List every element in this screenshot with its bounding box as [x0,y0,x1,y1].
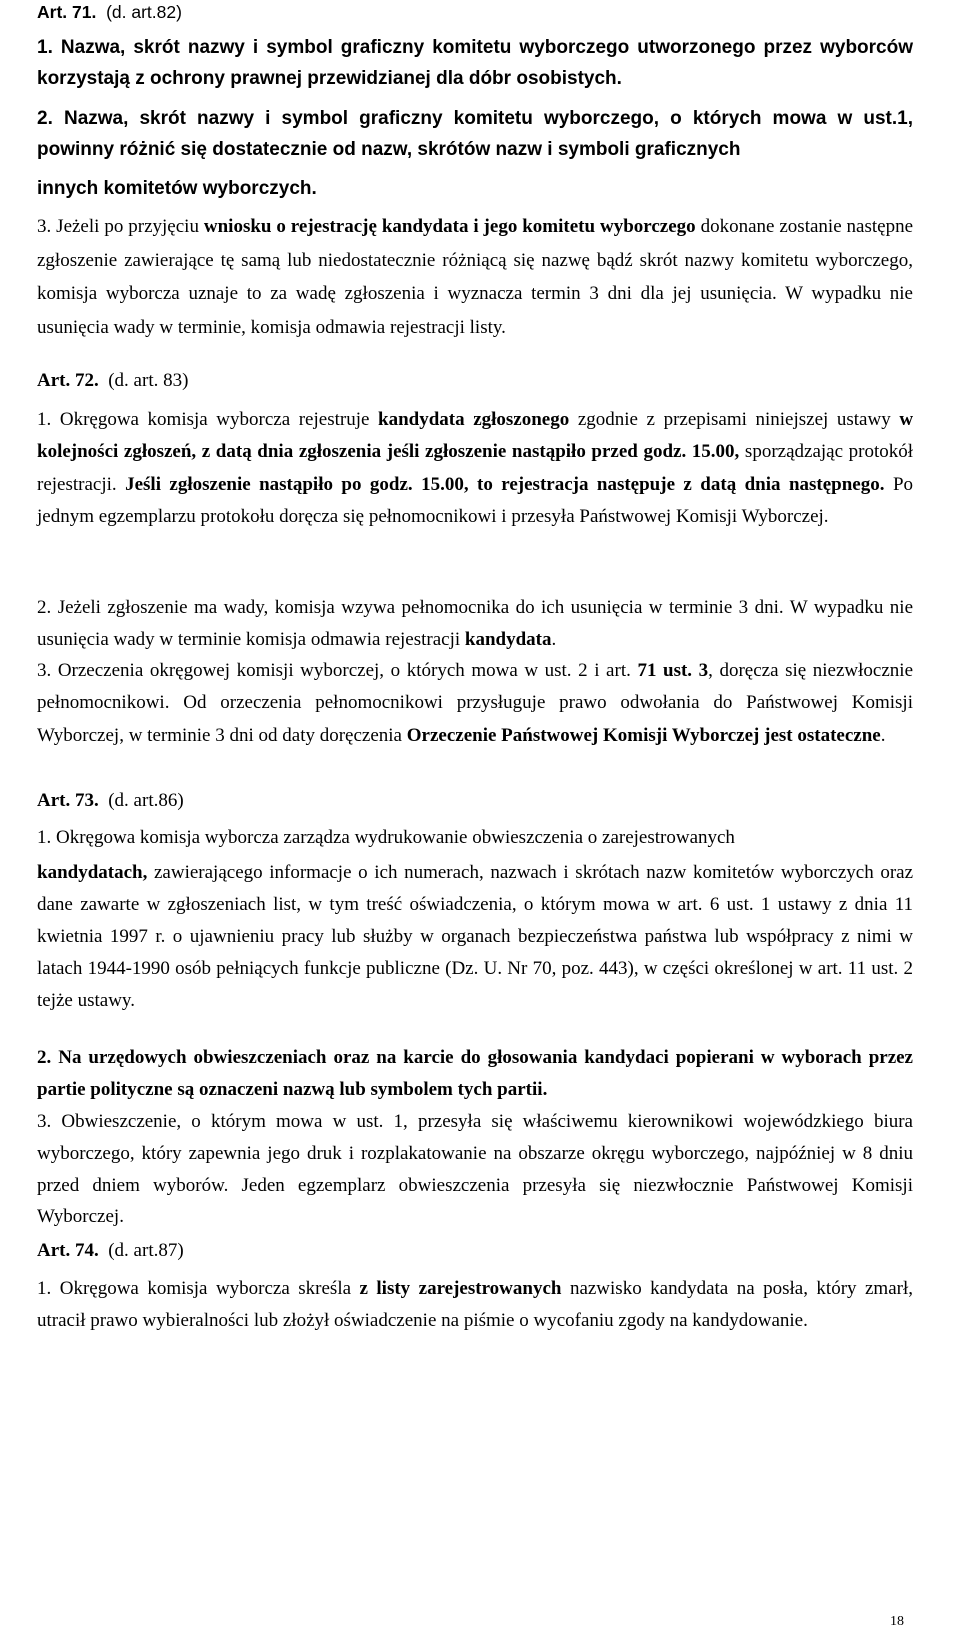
paragraph-text: Obwieszczenie, o którym mowa w ust. 1, przesyła się właściwemu kierownikowi wojewódzkiego biura wyborczego, który zapewnia jego druk i rozplakatowanie na obszarze okręgu wyborczego, najpóźniej w 8 dniu przed dniem wyborów. Jeden egzemplarz obwieszczenia przesyła się niezwłocznie Państwowej Komisji Wyborczej. [37,1111,913,1228]
paragraph-text: Okręgowa komisja wyborcza rejestruje [59,409,370,430]
art-74-ref: (d. art.87) [108,1240,184,1261]
paragraph-text: , doręcza się niezwłocznie pełnomocnikowi. Od orzeczenia pełnomocnikowi przysługuje prawo odwołania do Państwowej Komisji Wyborczej, w terminie 3 dni od daty doręczenia [37,660,914,746]
art-74-label: Art. 74. [37,1240,99,1261]
paragraph-text: innych komitetów wyborczych. [37,178,317,199]
art-72-paragraph-3: 3. Orzeczenia okręgowej komisji wyborczej, o których mowa w ust. 2 i art. 71 ust. 3, doręcza się niezwłocznie pełnomocnikowi. Od orzeczenia pełnomocnikowi przysługuje prawo odwołania do Państwowej Komisji Wyborczej, w terminie 3 dni od daty doręczenia Orzeczenie Państwowej Komisji Wyborczej jest ostateczne. [37,660,914,746]
paragraph-bold-text: z listy zarejestrowanych [359,1278,562,1299]
art-73-paragraph-3 [37,1106,913,1233]
paragraph-text: dokonane zostanie następne zgłoszenie zawierające tę samą lub niedostatecznie różniącą się nazwę bądź skrót nazwy komitetu wyborczego, komisja wyborcza uznaje to za wadę zgłoszenia i wyznacza termin 3 dni dla jej usunięcia. W wypadku nie usunięcia wady w terminie, komisja odmawia rejestracji listy. [37,216,914,338]
paragraph-number: 1. [37,37,53,58]
art-73-paragraph-2 [37,1042,913,1106]
paragraph-text: Nazwa, skrót nazwy i symbol graficzny komitetu wyborczego utworzonego przez wyborców korzystają z ochrony prawnej przewidzianej dla dóbr osobistych. [37,37,913,89]
art-71-paragraph-3 [37,210,913,344]
paragraph-bold-text: 71 ust. 3 [637,660,709,681]
paragraph-number: 3. [37,1111,52,1132]
paragraph-bold-text: kandydata zgłoszonego [378,409,570,430]
paragraph-text: Jeżeli po przyjęciu [56,216,199,237]
paragraph-text: sporządzając protokół rejestracji. [37,441,914,495]
paragraph-bold-text: Orzeczenie Państwowej Komisji Wyborczej jest ostateczne [406,724,881,746]
art-71-paragraph-2 [37,103,913,165]
paragraph-number: 1. [37,409,52,430]
art-73-paragraph-1-continuation [37,857,913,1017]
paragraph-number: 1. [37,1278,52,1299]
art-72-heading [37,370,188,392]
paragraph-number: 2. [37,597,52,618]
paragraph-text: Okręgowa komisja wyborcza skreśla [59,1278,352,1299]
art-73-paragraph-1 [37,822,913,853]
paragraph-number: 3. [37,216,52,237]
paragraph-number: 2. [37,108,53,129]
art-74-heading [37,1240,184,1262]
art-72-paragraph-1 [37,404,913,533]
paragraph-text: zgodnie z przepisami niniejszej ustawy [577,409,891,430]
paragraph-number: 2. [37,1047,52,1068]
art-72-label: Art. 72. [37,370,99,391]
art-71-paragraph-1 [37,32,913,94]
paragraph-bold-text: w kolejności zgłoszeń, z datą dnia zgłoszenia jeśli zgłoszenie nastąpiło przed godz. 15.00, [37,409,914,463]
paragraph-text: Na urzędowych obwieszczeniach oraz na karcie do głosowania kandydaci popierani w wyborach przez partie polityczne są oznaczeni nazwą lub symbolem tych partii. [37,1047,913,1100]
art-73-label: Art. 73. [37,790,99,811]
art-72-ref: (d. art. 83) [108,370,189,391]
paragraph-bold-text: Jeśli zgłoszenie nastąpiło po godz. 15.00, to rejestracja następuje z datą dnia następnego. [125,473,885,495]
paragraph-text: Okręgowa komisja wyborcza zarządza wydrukowanie obwieszczenia o zarejestrowanych [56,827,735,848]
paragraph-text: Po jednym egzemplarzu protokołu doręcza się pełnomocnikowi i przesyła Państwowej Komisji Wyborczej. [37,473,914,527]
paragraph-bold-text: kandydatach, [37,862,148,883]
art-73-heading [37,790,184,812]
art-74-paragraph-1 [37,1273,913,1337]
art-72-paragraph-2: 2. Jeżeli zgłoszenie ma wady, komisja wzywa pełnomocnika do ich usunięcia w terminie 3 dni. W wypadku nie usunięcia wady w terminie komisja odmawia rejestracji kandydata. [37,597,914,650]
paragraph-bold-text: kandydata [464,629,552,650]
page-number: 18 [890,1614,904,1629]
art-71-paragraph-2-continuation [37,173,913,204]
paragraph-number: 1. [37,827,52,848]
paragraph-text: Jeżeli zgłoszenie ma wady, komisja wzywa pełnomocnika do ich usunięcia w terminie 3 dni. W wypadku nie usunięcia wady w terminie komisja odmawia rejestracji [37,597,914,650]
art-71-ref: (d. art.82) [106,2,182,22]
art-71-heading [37,2,182,23]
paragraph-bold-text: wniosku o rejestrację kandydata i jego komitetu wyborczego [203,216,696,237]
paragraph-text: Nazwa, skrót nazwy i symbol graficzny komitetu wyborczego, o których mowa w ust.1, powinny różnić się dostatecznie od nazw, skrótów nazw i symboli graficznych [37,108,914,160]
paragraph-text: Orzeczenia okręgowej komisji wyborczej, o których mowa w ust. 2 i art. [57,660,631,681]
paragraph-text: nazwisko kandydata na posła, który zmarł, utracił prawo wybieralności lub złożył oświadczenie na piśmie o wycofaniu zgody na kandydowanie. [37,1278,914,1331]
art-71-label: Art. 71. [37,2,97,22]
paragraph-text: zawierającego informacje o ich numerach, nazwach i skrótach nazw komitetów wyborczych oraz dane zawarte w zgłoszeniach list, w tym treść oświadczenia, o którym mowa w art. 6 ust. 1 ustawy z dnia 11 kwietnia 1997 r. o ujawnieniu pracy lub służby w organach bezpieczeństwa państwa lub współpracy z nimi w latach 1944-1990 osób pełniących funkcje publiczne (Dz. U. Nr 70, poz. 443), w części określonej w art. 11 ust. 2 tejże ustawy. [37,862,914,1011]
paragraph-number: 3. [37,660,52,681]
art-73-ref: (d. art.86) [108,790,184,811]
